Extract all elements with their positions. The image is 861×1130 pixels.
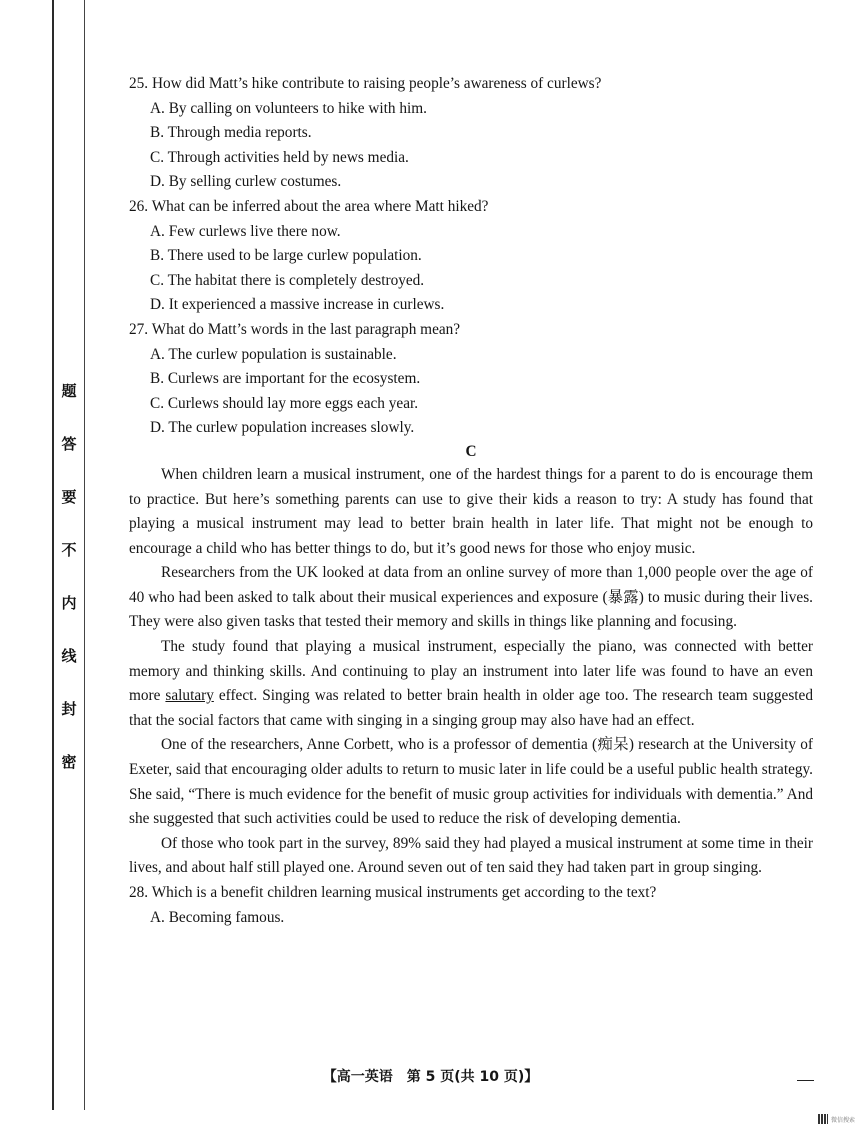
question-option: B. There used to be large curlew population. (150, 247, 422, 265)
section-heading: C (465, 442, 477, 460)
passage-paragraph-4: One of the researchers, Anne Corbett, who is a professor of dementia (痴呆) research at the University of Exeter, said that encouraging older adults to return to music later in life could be a useful public health strategy. She said, “There is much evidence for the benefit of music group activities for individuals with dementia.” And she suggested that such activities could be used to reduce the risk of developing dementia. (129, 736, 813, 828)
seal-char: 要 (61, 488, 77, 506)
exam-content (129, 72, 813, 930)
seal-char: 答 (61, 435, 77, 453)
question-option: C. Through activities held by news media. (150, 148, 409, 166)
question-option: D. By selling curlew costumes. (150, 173, 342, 191)
question-option: B. Through media reports. (150, 124, 312, 142)
question-option: C. The habitat there is completely destroyed. (150, 271, 425, 289)
question-option: A. Becoming famous. (150, 908, 285, 926)
question-option: D. The curlew population increases slowly. (150, 419, 415, 437)
question-option: C. Curlews should lay more eggs each year. (150, 394, 419, 412)
seal-char: 密 (61, 753, 77, 771)
question-option: B. Curlews are important for the ecosystem. (150, 370, 421, 388)
question-28-stem: 28. Which is a benefit children learning musical instruments get according to the text? (129, 884, 657, 901)
question-option: A. The curlew population is sustainable. (150, 345, 397, 363)
question-26-stem: 26. What can be inferred about the area where Matt hiked? (129, 197, 489, 215)
underlined-word: salutary (165, 687, 214, 705)
corner-dash (797, 1080, 814, 1081)
binding-line-outer (52, 0, 54, 1110)
question-option: D. It experienced a massive increase in curlews. (150, 296, 445, 314)
question-option: A. By calling on volunteers to hike with him. (150, 99, 428, 117)
seal-char: 封 (61, 700, 77, 718)
question-25-stem: 25. How did Matt’s hike contribute to raising people’s awareness of curlews? (129, 75, 602, 92)
seal-char: 线 (61, 647, 77, 665)
passage-paragraph-3: The study found that playing a musical instrument, especially the piano, was connected with better memory and thinking skills. And continuing to play an instrument into later life was found to have an even more salutary effect. Singing was related to better brain health in older age too. The research team suggested that the social factors that came with singing in a singing group may also have had an effect. (129, 638, 813, 729)
seal-char: 内 (61, 594, 77, 612)
watermark-text: 微信搜索 (831, 1117, 856, 1124)
passage-paragraph-1: When children learn a musical instrument, one of the hardest things for a parent to do is encourage them to practice. But here’s something parents can use to give their kids a reason to try: A study has found that playing a musical instrument may lead to better brain health in later life. That might not be enough to encourage a child who has better things to do, but it’s good news for those who enjoy music. (129, 465, 813, 557)
seal-char: 不 (61, 541, 77, 559)
passage-paragraph-5: Of those who took part in the survey, 89% said they had played a musical instrument at some time in their lives, and about half still played one. Around seven out of ten said they had taken part in group singing. (129, 834, 813, 877)
qr-code-icon (818, 1114, 828, 1124)
binding-line-inner (84, 0, 85, 1110)
question-option: A. Few curlews live there now. (150, 222, 341, 240)
seal-char: 题 (61, 382, 77, 400)
reading-passage (129, 463, 813, 881)
passage-paragraph-2: Researchers from the UK looked at data from an online survey of more than 1,000 people over the age of 40 who had been asked to talk about their musical experiences and exposure (暴露) to music during their lives. They were also given tasks that tested their memory and skills in things like planning and focusing. (129, 564, 813, 631)
page-footer: 【高一英语 第 5 页(共 10 页)】 (322, 1069, 539, 1085)
question-27-stem: 27. What do Matt’s words in the last paragraph mean? (129, 320, 461, 338)
seal-line-notice (55, 380, 83, 804)
